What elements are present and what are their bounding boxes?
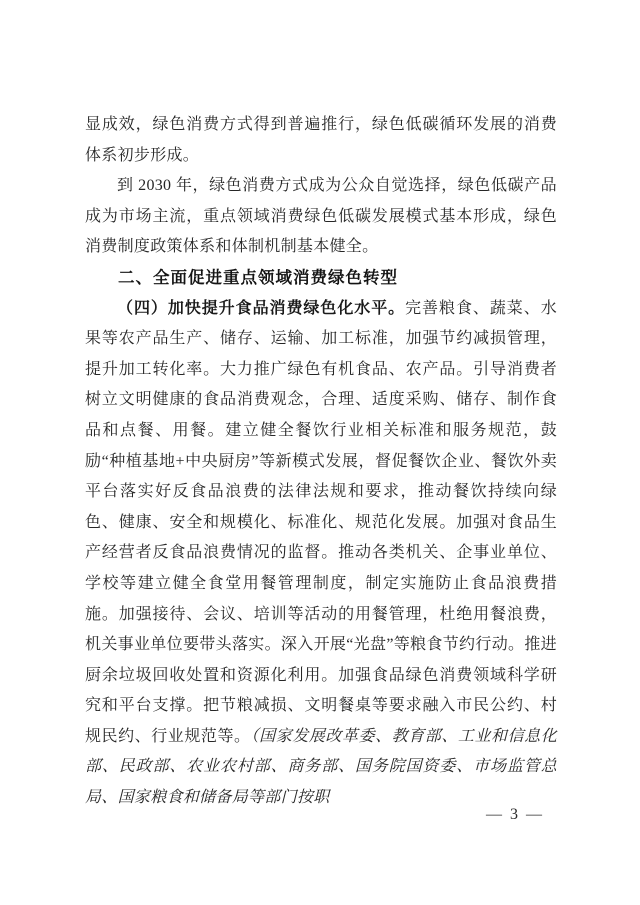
section-heading: 二、全面促进重点领域消费绿色转型 xyxy=(118,268,398,287)
responsible-departments-note: （国家发展改革委、教育部、工业和信息化部、民政部、农业农村部、商务部、国务院国资委、市场监管总局、国家粮食和储备局等部门按职 xyxy=(85,727,557,807)
paragraph-continuation: 显成效，绿色消费方式得到普遍推行，绿色低碳循环发展的消费体系初步形成。 xyxy=(85,116,557,164)
item-4-body-text: 完善粮食、蔬菜、水果等农产品生产、储存、运输、加工标准，加强节约减损管理，提升加工转化率。大力推广绿色有机食品、农产品。引导消费者树立文明健康的食品消费观念，合理、适度采购、储存、制作食品和点餐、用餐。建立健全餐饮行业相关标准和服务规范，鼓励“种植基地+中央厨房”等新模式发展，督促餐饮企业、餐饮外卖平台落实好反食品浪费的法律法规和要求，推动餐饮持续向绿色、健康、安全和规模化、标准化、规范化发展。加强对食品生产经营者反食品浪费情况的监督。推动各类机关、企事业单位、学校等建立健全食堂用餐管理制度，制定实施防止食品浪费措施。加强接待、会议、培训等活动的用餐管理，杜绝用餐浪费，机关事业单位要带头落实。深入开展“光盘”等粮食节约行动。推进厨余垃圾回收处置和资源化利用。加强食品绿色消费领域科学研究和平台支撑。把节粮减损、文明餐桌等要求融入市民公约、村规民约、行业规范等。 xyxy=(85,299,557,745)
item-4-lead-in: （四）加快提升食品消费绿色化水平。 xyxy=(117,299,406,317)
page-footer xyxy=(486,806,544,824)
page-number: — 3 — xyxy=(486,806,544,823)
paragraph-2030-goal: 到 2030 年，绿色消费方式成为公众自觉选择，绿色低碳产品成为市场主流，重点领域消费绿色低碳发展模式基本形成，绿色消费制度政策体系和体制机制基本健全。 xyxy=(85,177,557,256)
document-body xyxy=(85,110,557,814)
paragraph-item-4 xyxy=(85,294,557,814)
